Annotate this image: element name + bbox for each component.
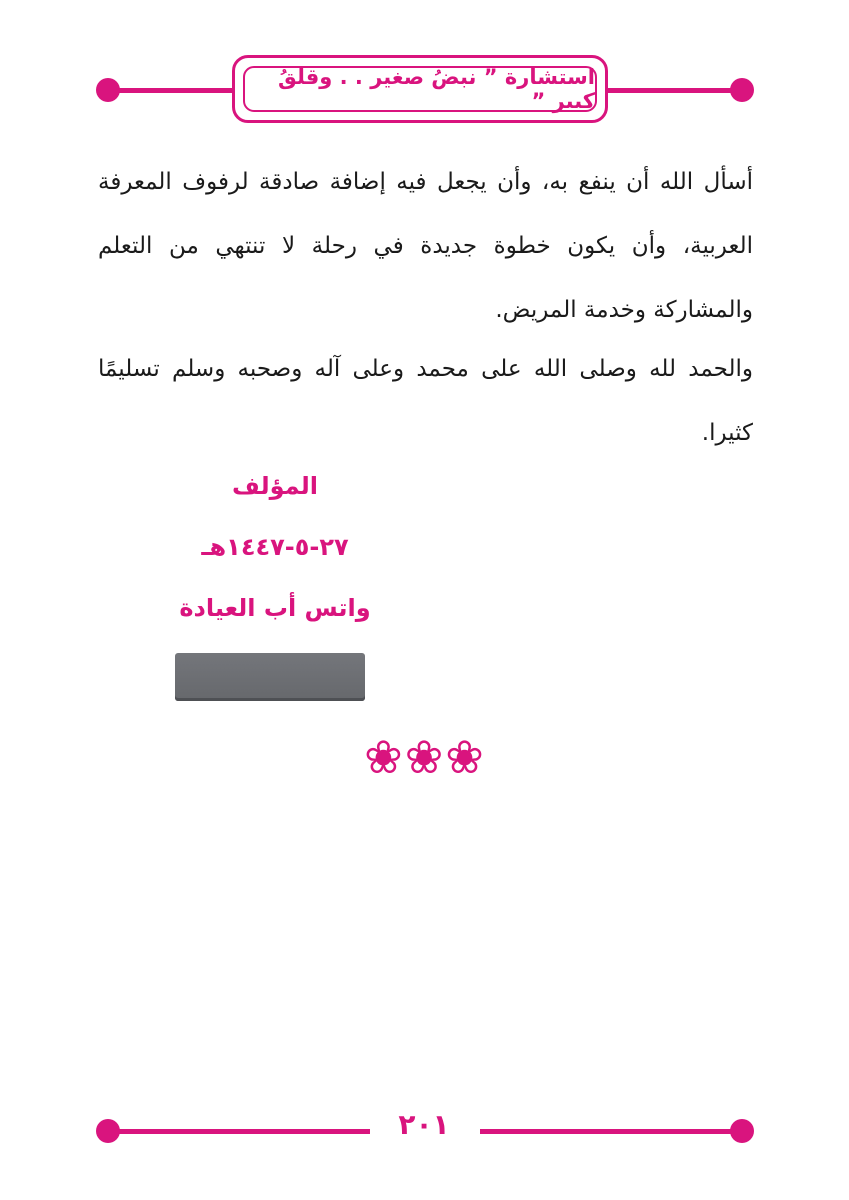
header-frame <box>232 55 608 123</box>
clinic-whatsapp-label: واتس أب العيادة <box>179 594 371 622</box>
footer-right-dot <box>730 1119 754 1143</box>
footer-left-rule <box>108 1129 370 1134</box>
footer-right-rule <box>480 1129 742 1134</box>
flower-separator: ❀❀❀ <box>364 730 486 784</box>
chapter-title: استشارة ” نبضُ صغير . . وقلقُ كبير ” <box>243 66 597 112</box>
author-label: المؤلف <box>232 472 318 500</box>
redacted-phone-number <box>175 653 365 701</box>
hijri-date: ٢٧-٥-١٤٤٧هـ <box>201 533 349 561</box>
header-left-rule <box>108 88 234 93</box>
header-right-dot <box>730 78 754 102</box>
closing-paragraph: أسأل الله أن ينفع به، وأن يجعل فيه إضافة صادقة لرفوف المعرفة العربية، وأن يكون خطوة جديدة في رحلة لا تنتهي من التعلم والمشاركة وخدمة المريض. <box>98 169 753 323</box>
page-number: ٢٠١ <box>398 1108 450 1141</box>
header-right-rule <box>606 88 742 93</box>
praise-paragraph: والحمد لله وصلى الله على محمد وعلى آله وصحبه وسلم تسليمًا كثيرا. <box>98 356 753 446</box>
